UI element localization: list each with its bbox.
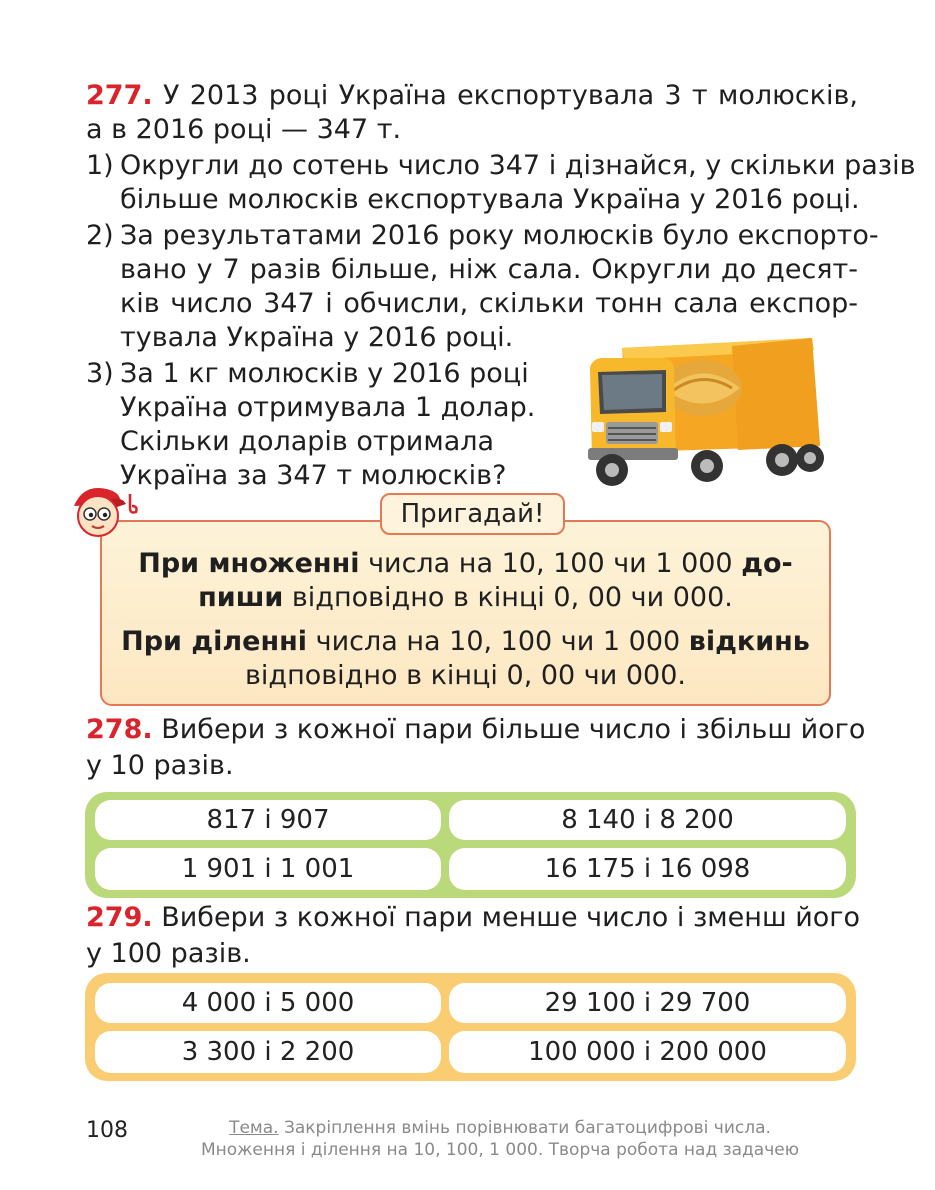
task-278-text-1: Вибери з кожної пари більше число і збільш його bbox=[161, 714, 866, 745]
task-278-line-2: у 10 разів. bbox=[86, 750, 234, 781]
task-277-text-1: У 2013 році Україна експортувала 3 т молюсків, bbox=[162, 80, 858, 111]
pair-cell: 1 901 і 1 001 bbox=[95, 848, 441, 890]
footer-topic-text-1: Закріплення вмінь порівнювати багатоцифрові числа. bbox=[278, 1118, 771, 1138]
rule-multiply-bold-2: до- bbox=[741, 548, 793, 579]
mascot-icon bbox=[64, 480, 146, 542]
q2-line-3: ків число 347 і обчисли, скільки тонн сала експор- bbox=[120, 288, 858, 319]
rule-multiply-bold: При множенні bbox=[138, 548, 360, 579]
task-279-line-1 bbox=[86, 900, 861, 936]
rule-divide-line-1 bbox=[100, 624, 831, 660]
rule-multiply-bold-3: пиши bbox=[198, 582, 284, 613]
task-277-line-1 bbox=[86, 78, 858, 114]
task-278-number: 278. bbox=[86, 714, 153, 745]
footer-topic-line-2: Множення і ділення на 10, 100, 1 000. Творча робота над задачею bbox=[200, 1140, 800, 1160]
task-278-line-1 bbox=[86, 712, 866, 748]
task-279-number: 279. bbox=[86, 902, 153, 933]
q1-line-2: більше молюсків експортувала Україна у 2016 році. bbox=[120, 184, 860, 215]
pair-cell: 4 000 і 5 000 bbox=[95, 983, 441, 1023]
pair-cell: 100 000 і 200 000 bbox=[449, 1031, 846, 1073]
q2-line-2: вано у 7 разів більше, ніж сала. Округли до десят- bbox=[120, 254, 858, 285]
truck-illustration bbox=[582, 328, 842, 493]
q1-number: 1) bbox=[86, 150, 114, 181]
rule-divide-bold: При діленні bbox=[121, 626, 308, 657]
task-277-number: 277. bbox=[86, 80, 153, 111]
rule-divide-bold-2: відкинь bbox=[688, 626, 810, 657]
pair-cell: 8 140 і 8 200 bbox=[449, 800, 846, 840]
q3-line-4: Україна за 347 т молюсків? bbox=[120, 460, 507, 491]
rule-multiply-line-2 bbox=[100, 580, 831, 616]
task-277-line-2: а в 2016 році — 347 т. bbox=[86, 114, 402, 145]
pair-cell: 16 175 і 16 098 bbox=[449, 848, 846, 890]
q3-line-2: Україна отримувала 1 долар. bbox=[120, 392, 536, 423]
q3-line-1: За 1 кг молюсків у 2016 році bbox=[120, 358, 529, 389]
q2-line-4: тувала Україна у 2016 році. bbox=[120, 322, 514, 353]
task-279-text-1: Вибери з кожної пари менше число і зменш його bbox=[161, 902, 861, 933]
task-279-line-2: у 100 разів. bbox=[86, 938, 251, 969]
pair-cell: 29 100 і 29 700 bbox=[449, 983, 846, 1023]
q1-line-1: Округли до сотень число 347 і дізнайся, у скільки разів bbox=[120, 150, 916, 181]
rule-multiply-line-1 bbox=[100, 546, 831, 582]
rule-divide-text: числа на 10, 100 чи 1 000 bbox=[307, 626, 689, 657]
q2-number: 2) bbox=[86, 220, 114, 251]
rule-multiply-text: числа на 10, 100 чи 1 000 bbox=[359, 548, 742, 579]
remember-title: Пригадай! bbox=[380, 493, 565, 535]
q2-line-1: За результатами 2016 року молюсків було експорто- bbox=[120, 220, 879, 251]
footer-topic-label: Тема. bbox=[229, 1118, 279, 1138]
pair-cell: 817 і 907 bbox=[95, 800, 441, 840]
q3-line-3: Скільки доларів отримала bbox=[120, 426, 495, 457]
rule-divide-line-2: відповідно в кінці 0, 00 чи 000. bbox=[245, 660, 686, 691]
q3-number: 3) bbox=[86, 358, 114, 389]
pair-cell: 3 300 і 2 200 bbox=[95, 1031, 441, 1073]
rule-multiply-text-2: відповідно в кінці 0, 00 чи 000. bbox=[283, 582, 733, 613]
page-number: 108 bbox=[86, 1118, 128, 1143]
footer-topic-line-1 bbox=[110, 1118, 890, 1138]
pairs-grid-279 bbox=[85, 973, 856, 1081]
pairs-grid-278 bbox=[85, 792, 856, 898]
